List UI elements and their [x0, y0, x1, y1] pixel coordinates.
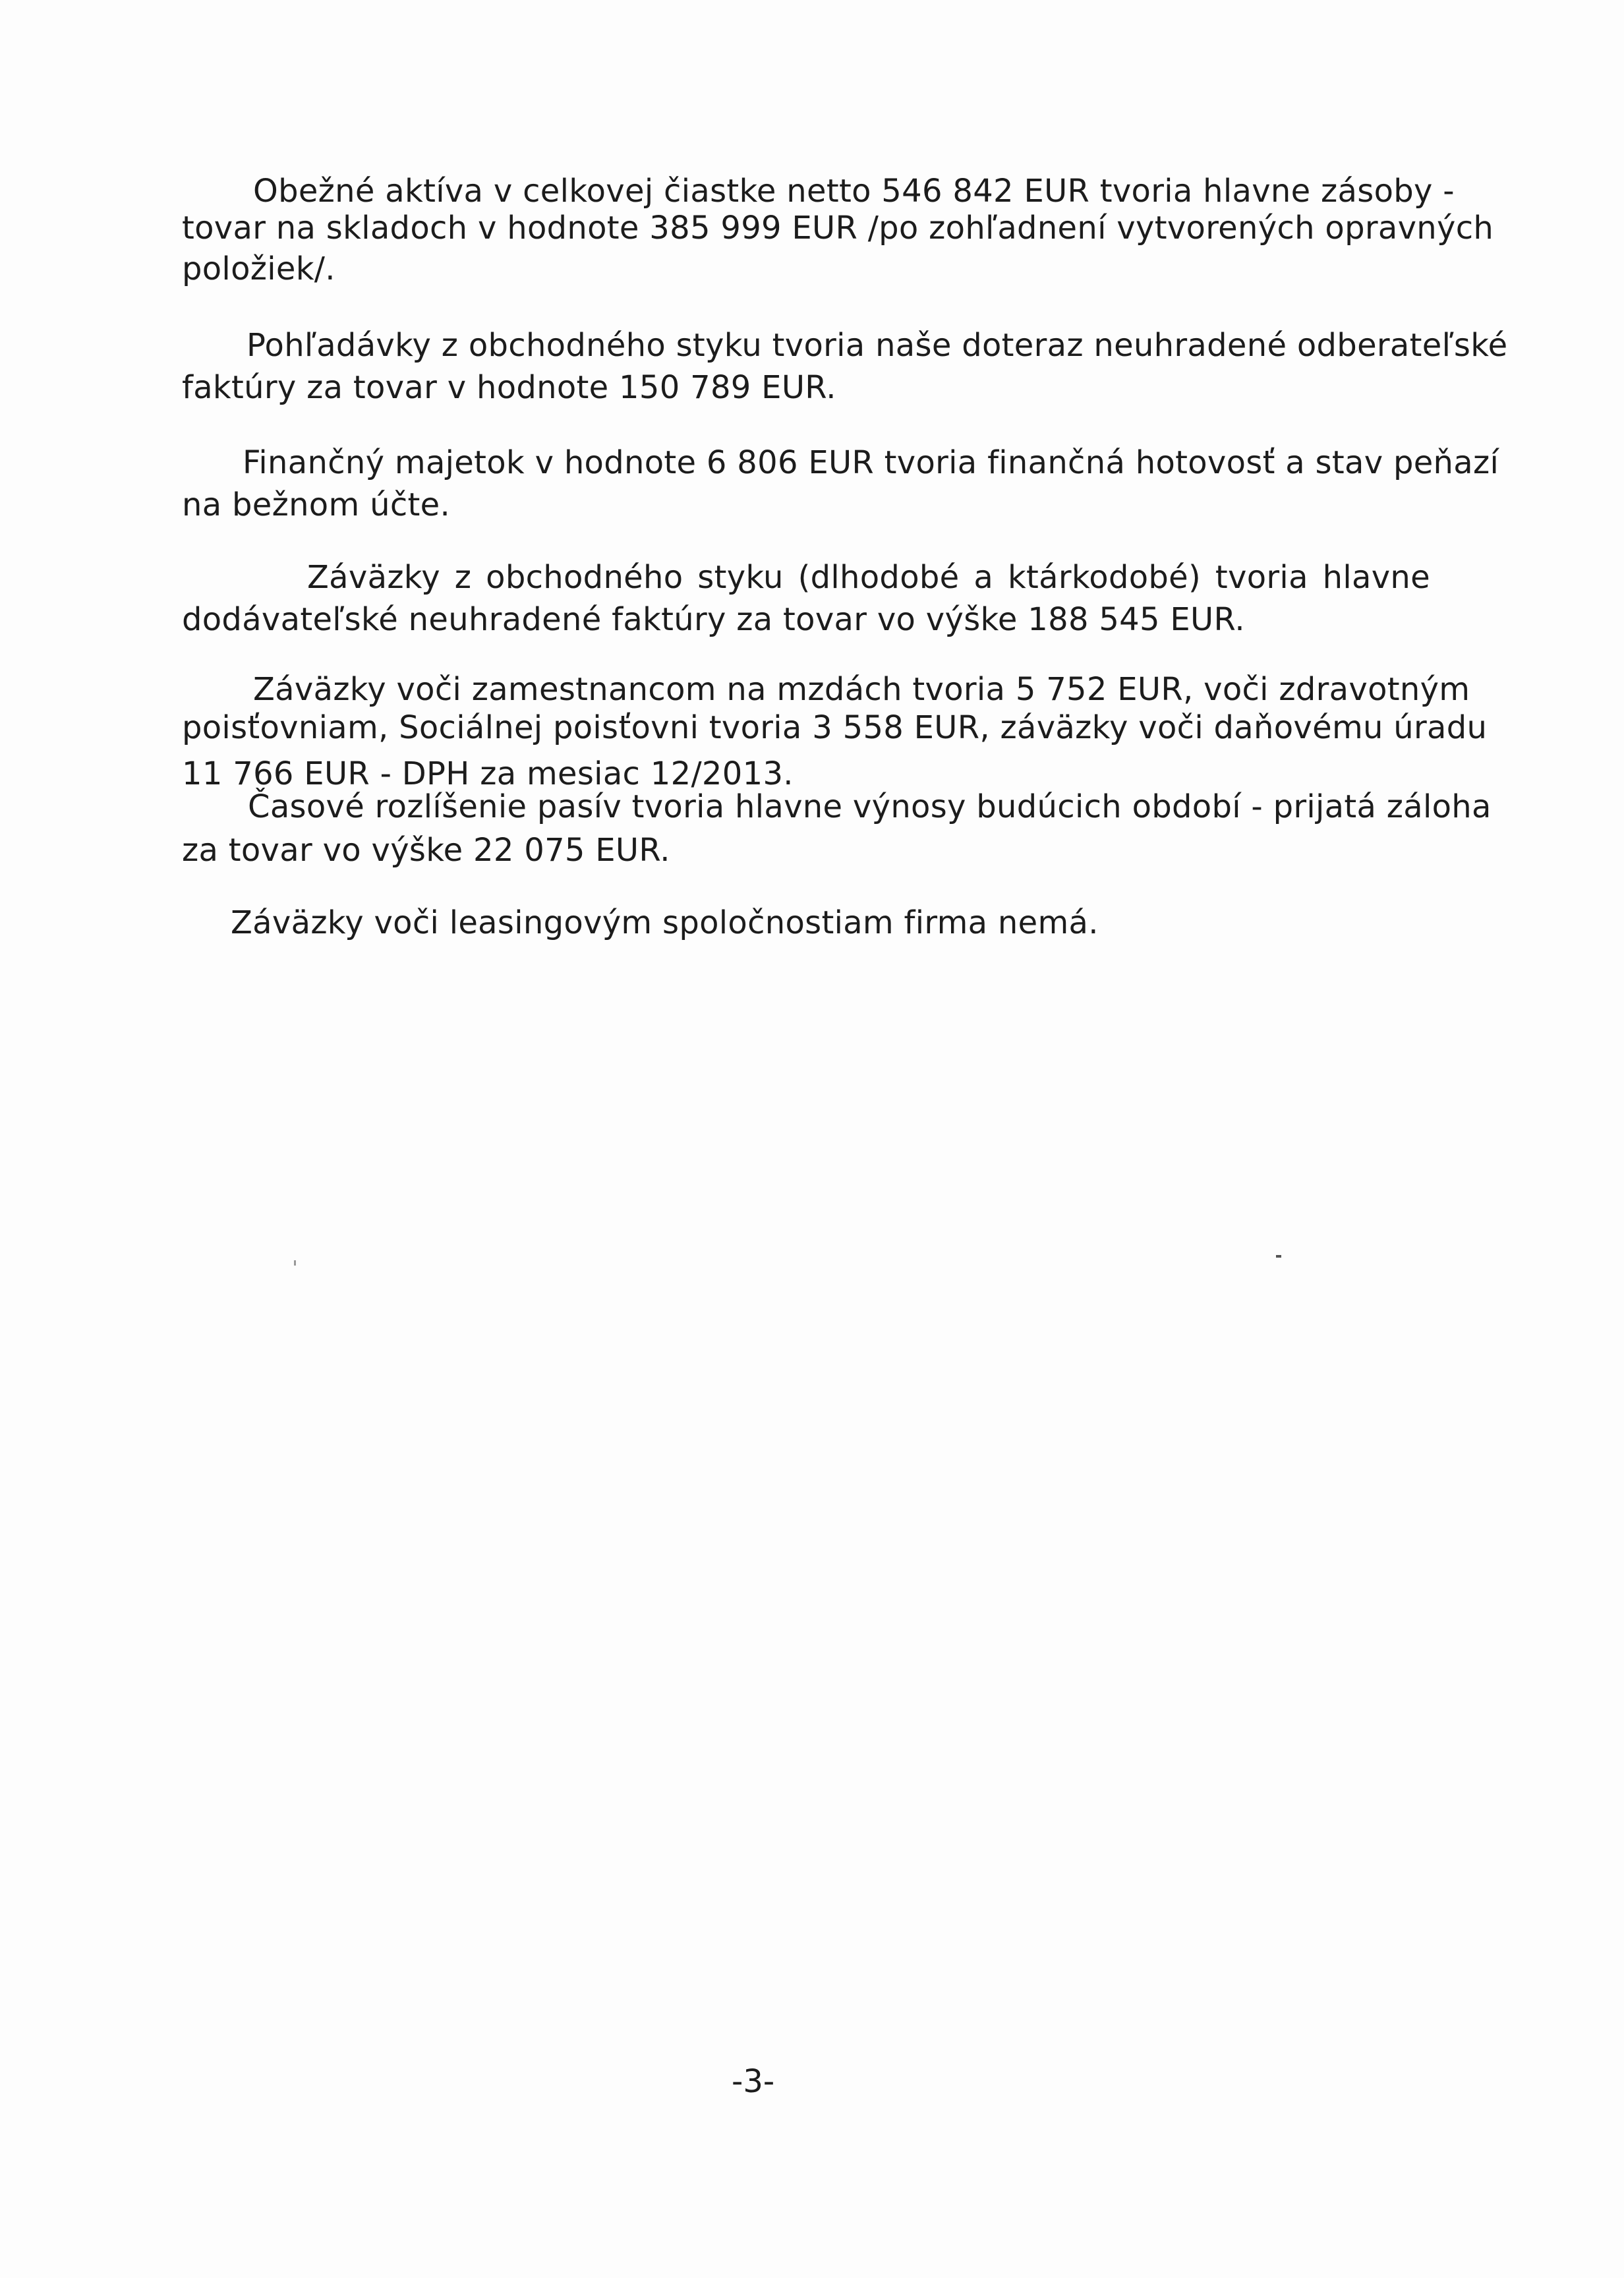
paragraph-line: Záväzky voči leasingovým spoločnostiam firma nemá.: [231, 904, 1099, 941]
paragraph-line: na bežnom účte.: [182, 486, 451, 523]
paragraph-line: Pohľadávky z obchodného styku tvoria naše doteraz neuhradené odberateľské: [246, 327, 1508, 364]
paragraph-line: položiek/.: [182, 250, 335, 287]
page-number: -3-: [732, 2063, 775, 2100]
paragraph-line: Finančný majetok v hodnote 6 806 EUR tvoria finančná hotovosť a stav peňazí: [243, 444, 1499, 481]
paragraph-line: Záväzky voči zamestnancom na mzdách tvoria 5 752 EUR, voči zdravotným: [253, 671, 1470, 708]
paragraph-line: Záväzky z obchodného styku (dlhodobé a ktárkodobé) tvoria hlavne: [307, 559, 1430, 596]
paragraph-line: za tovar vo výške 22 075 EUR.: [182, 832, 670, 869]
scan-speck: [294, 1260, 296, 1266]
paragraph-line: faktúry za tovar v hodnote 150 789 EUR.: [182, 369, 836, 406]
paragraph-line: dodávateľské neuhradené faktúry za tovar vo výške 188 545 EUR.: [182, 601, 1245, 638]
scan-speck: [1276, 1255, 1281, 1258]
paragraph-line: Časové rozlíšenie pasív tvoria hlavne výnosy budúcich období - prijatá záloha: [248, 788, 1492, 825]
paragraph-line: Obežné aktíva v celkovej čiastke netto 546 842 EUR tvoria hlavne zásoby -: [253, 173, 1455, 210]
paragraph-line: poisťovniam, Sociálnej poisťovni tvoria 3 558 EUR, záväzky voči daňovému úradu: [182, 709, 1488, 746]
paragraph-line: 11 766 EUR - DPH za mesiac 12/2013.: [182, 755, 794, 792]
paragraph-line: tovar na skladoch v hodnote 385 999 EUR /po zohľadnení vytvorených opravných: [182, 210, 1494, 247]
